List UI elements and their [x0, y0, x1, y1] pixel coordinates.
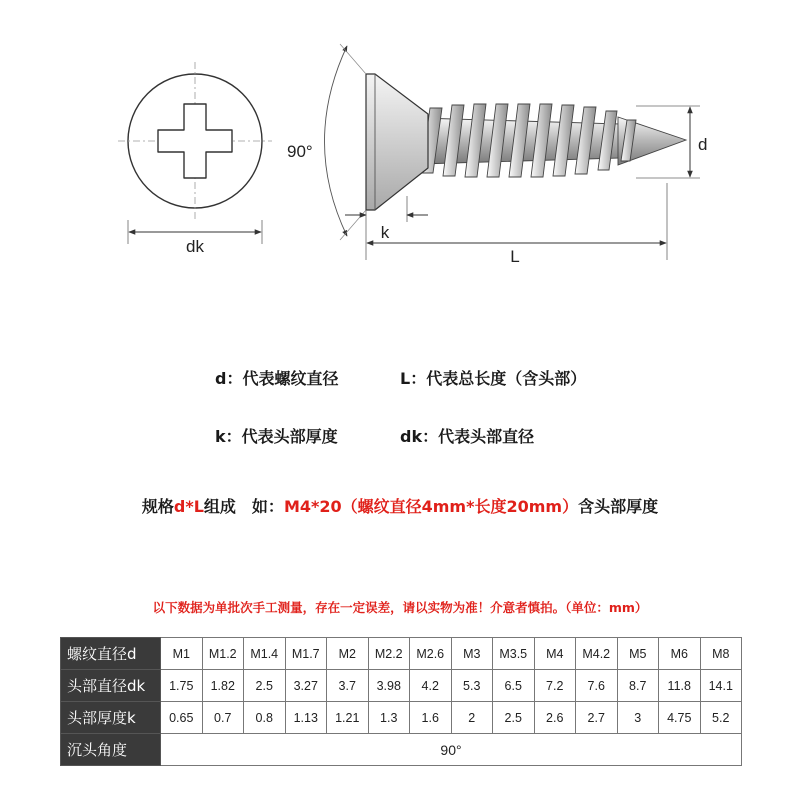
spec-prefix: 规格 [141, 497, 174, 516]
legend-k: k：代表头部厚度 [215, 427, 338, 446]
dimension-table [60, 637, 742, 766]
table-cell: M4 [534, 638, 576, 670]
table-cell: 7.2 [534, 670, 576, 702]
table-row [61, 734, 742, 766]
table-cell: 0.65 [161, 702, 203, 734]
table-cell: 0.7 [202, 702, 244, 734]
legend-L: L：代表总长度（含头部） [400, 369, 587, 388]
table-cell: 3.27 [285, 670, 327, 702]
table-cell: M6 [659, 638, 701, 670]
table-cell: 2.6 [534, 702, 576, 734]
spec-line [0, 494, 800, 517]
legend-d: d：代表螺纹直径 [215, 369, 339, 388]
spec-suffix: 含头部厚度 [578, 497, 659, 516]
measurement-notice: 以下数据为单批次手工测量，存在一定误差，请以实物为准！介意者慎拍。（单位：mm） [152, 600, 648, 615]
screw-diagram [0, 0, 800, 290]
table-cell: 4.75 [659, 702, 701, 734]
screw-side-view [287, 44, 707, 266]
table-row [61, 638, 742, 670]
L-dimension-label: L [510, 247, 520, 266]
spec-example: M4*20（螺纹直径4mm*长度20mm） [283, 497, 579, 516]
table-cell: 5.3 [451, 670, 493, 702]
legend-dk: dk：代表头部直径 [400, 427, 535, 446]
table-cell: 8.7 [617, 670, 659, 702]
table-cell: 1.6 [410, 702, 452, 734]
row-header: 头部直径dk [61, 670, 161, 702]
table-cell: M4.2 [576, 638, 618, 670]
table-cell: M5 [617, 638, 659, 670]
k-dimension-label: k [380, 223, 390, 242]
angle-value-cell: 90° [161, 734, 742, 766]
table-cell: M1.4 [244, 638, 286, 670]
table-cell: 1.3 [368, 702, 410, 734]
table-row [61, 702, 742, 734]
table-cell: 7.6 [576, 670, 618, 702]
table-cell: 1.82 [202, 670, 244, 702]
table-cell: 1.75 [161, 670, 203, 702]
table-cell: M3 [451, 638, 493, 670]
table-cell: M2 [327, 638, 369, 670]
table-cell: 3.7 [327, 670, 369, 702]
d-dimension-label: d [698, 135, 708, 154]
table-cell: 1.21 [327, 702, 369, 734]
table-cell: 2.5 [244, 670, 286, 702]
table-cell: M1.2 [202, 638, 244, 670]
spec-middle: 组成 如： [203, 497, 284, 516]
table-cell: 1.13 [285, 702, 327, 734]
table-cell: 4.2 [410, 670, 452, 702]
row-header: 沉头角度 [61, 734, 161, 766]
table-cell: 3 [617, 702, 659, 734]
table-cell: 2.5 [493, 702, 535, 734]
table-cell: M2.2 [368, 638, 410, 670]
table-cell: M1 [161, 638, 203, 670]
table-cell: 14.1 [700, 670, 742, 702]
dk-dimension-label: dk [186, 237, 204, 256]
table-cell: M8 [700, 638, 742, 670]
table-cell: 11.8 [659, 670, 701, 702]
table-cell: M1.7 [285, 638, 327, 670]
row-header: 螺纹直径d [61, 638, 161, 670]
table-cell: 6.5 [493, 670, 535, 702]
table-row [61, 670, 742, 702]
table-cell: 5.2 [700, 702, 742, 734]
table-cell: 0.8 [244, 702, 286, 734]
table-cell: M2.6 [410, 638, 452, 670]
table-cell: 2.7 [576, 702, 618, 734]
row-header: 头部厚度k [61, 702, 161, 734]
table-cell: 2 [451, 702, 493, 734]
table-cell: 3.98 [368, 670, 410, 702]
head-top-view [118, 62, 272, 256]
table-cell: M3.5 [493, 638, 535, 670]
angle-dimension-label: 90° [287, 142, 313, 161]
spec-formula: d*L [173, 497, 204, 516]
